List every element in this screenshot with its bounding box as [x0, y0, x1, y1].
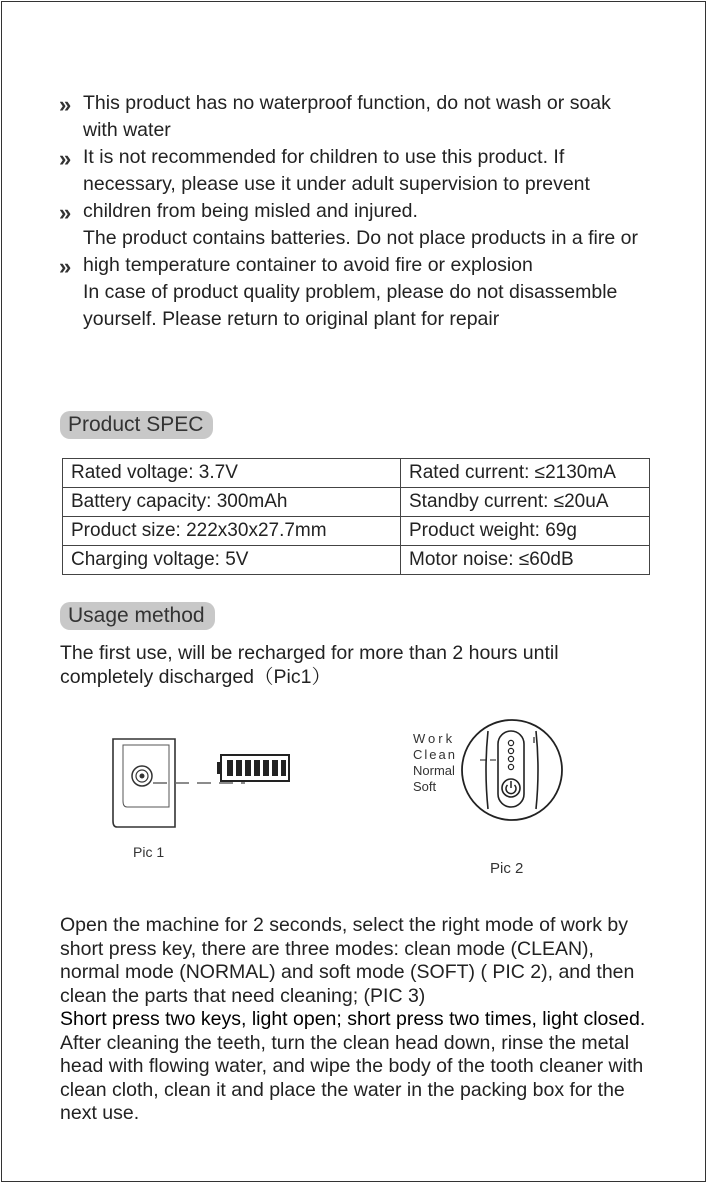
warning-line: [58, 90, 678, 117]
table-row: [63, 517, 650, 546]
table-row: [63, 488, 650, 517]
warning-line: [58, 279, 678, 306]
pic2-caption: Pic 2: [490, 860, 524, 877]
instruction-line: Short press two keys, light open; short press two times, light closed.: [60, 1008, 646, 1030]
spec-product-size: Product size: 222x30x27.7mm: [63, 517, 401, 546]
warning-line: [58, 144, 678, 171]
warning-line: [58, 198, 678, 225]
usage-instructions: [60, 914, 690, 1126]
warning-line: [58, 252, 678, 279]
usage-intro-line: completely discharged（Pic1）: [60, 665, 331, 688]
instruction-line: After cleaning the teeth, turn the clean head down, rinse the metal: [60, 1031, 630, 1054]
warning-text: necessary, please use it under adult supervision to prevent: [83, 173, 590, 195]
spec-standby-current: Standby current: ≤20uA: [401, 488, 650, 517]
mode-label-work: Work: [413, 731, 456, 746]
charger-illustration: [105, 735, 305, 835]
spec-battery-capacity: Battery capacity: 300mAh: [63, 488, 401, 517]
table-row: [63, 459, 650, 488]
warning-line: [58, 306, 678, 333]
warning-text: In case of product quality problem, please do not disassemble: [83, 281, 618, 303]
instruction-line: Open the machine for 2 seconds, select the right mode of work by: [60, 914, 628, 936]
spec-product-weight: Product weight: 69g: [401, 517, 650, 546]
warning-text: with water: [83, 119, 171, 141]
usage-intro: [60, 642, 690, 689]
warning-line: [58, 171, 678, 198]
warning-text: This product has no waterproof function, do not wash or soak: [83, 92, 611, 114]
double-chevron-icon: »: [59, 254, 68, 279]
mode-label-soft: Soft: [413, 779, 437, 794]
warning-text: children from being misled and injured.: [83, 200, 418, 222]
warning-text: high temperature container to avoid fire or explosion: [83, 254, 533, 276]
spec-rated-current: Rated current: ≤2130mA: [401, 459, 650, 488]
warning-list: [58, 90, 678, 333]
spec-rated-voltage: Rated voltage: 3.7V: [63, 459, 401, 488]
double-chevron-icon: »: [59, 200, 68, 225]
warning-line: [58, 225, 678, 252]
spec-table: [62, 458, 650, 575]
warning-line: [58, 117, 678, 144]
spec-motor-noise: Motor noise: ≤60dB: [401, 546, 650, 575]
mode-label-normal: Normal: [413, 763, 455, 778]
double-chevron-icon: »: [59, 146, 68, 171]
spec-section-title: Product SPEC: [60, 411, 213, 439]
table-row: [63, 546, 650, 575]
instruction-line: next use.: [60, 1102, 140, 1124]
usage-section-title: Usage method: [60, 602, 215, 630]
usage-intro-line: The first use, will be recharged for more than 2 hours until: [60, 642, 559, 664]
instruction-line: clean the parts that need cleaning; (PIC 3): [60, 984, 426, 1007]
instruction-line: short press key, there are three modes: clean mode (CLEAN),: [60, 937, 594, 960]
double-chevron-icon: »: [59, 92, 68, 117]
instruction-line: head with flowing water, and wipe the body of the tooth cleaner with: [60, 1055, 644, 1077]
warning-text: It is not recommended for children to use this product. If: [83, 146, 565, 168]
warning-text: yourself. Please return to original plant for repair: [83, 308, 500, 330]
pic1-caption: Pic 1: [133, 844, 165, 860]
spec-charging-voltage: Charging voltage: 5V: [63, 546, 401, 575]
instruction-line: normal mode (NORMAL) and soft mode (SOFT) ( PIC 2), and then: [60, 961, 635, 983]
device-button-illustration: [458, 715, 568, 825]
warning-text: The product contains batteries. Do not place products in a fire or: [83, 227, 638, 249]
instruction-line: clean cloth, clean it and place the water in the packing box for the: [60, 1078, 625, 1101]
mode-label-clean: Clean: [413, 747, 457, 762]
